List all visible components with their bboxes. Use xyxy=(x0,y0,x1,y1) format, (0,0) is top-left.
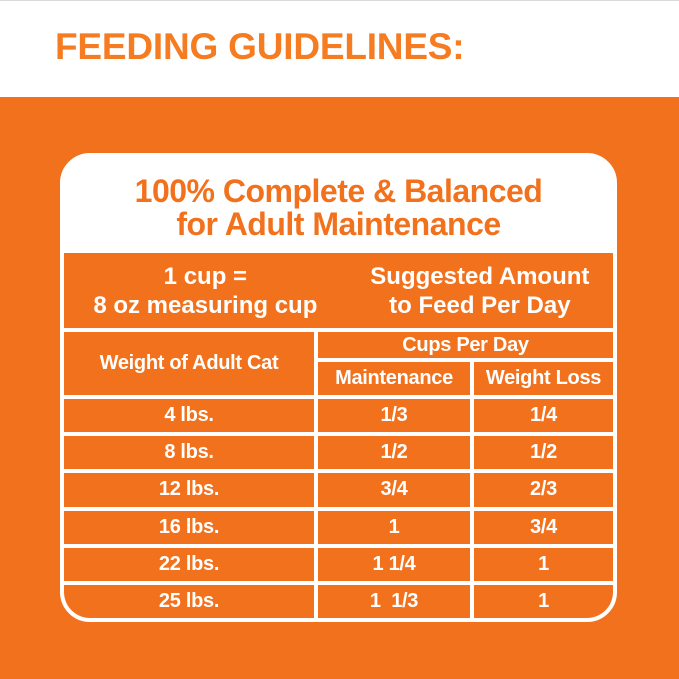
column-header-weight-loss: Weight Loss xyxy=(474,362,613,395)
feeding-guidelines-card xyxy=(60,153,617,622)
row-weight: 22 lbs. xyxy=(64,548,314,581)
suggested-amount-label xyxy=(347,253,613,328)
cell-maintenance: 1 1/4 xyxy=(318,548,470,581)
top-edge-hairline xyxy=(0,0,679,1)
column-header-maintenance: Maintenance xyxy=(318,362,470,395)
page-title: FEEDING GUIDELINES: xyxy=(55,26,465,67)
suggested-amount-line1: Suggested Amount xyxy=(370,262,590,290)
cell-weight-loss: 1/2 xyxy=(474,436,613,469)
row-weight: 12 lbs. xyxy=(64,473,314,506)
feeding-table xyxy=(64,332,613,618)
card-title-line2: for Adult Maintenance xyxy=(176,206,501,242)
cup-equivalence-note xyxy=(64,253,347,328)
cell-weight-loss: 3/4 xyxy=(474,511,613,544)
orange-panel xyxy=(0,97,679,679)
cell-weight-loss: 1/4 xyxy=(474,399,613,432)
card-title-line1: 100% Complete & Balanced xyxy=(134,173,543,209)
row-weight: 25 lbs. xyxy=(64,585,314,618)
row-weight: 16 lbs. xyxy=(64,511,314,544)
cell-weight-loss: 1 xyxy=(474,585,613,618)
cup-note-line1: 1 cup = xyxy=(163,262,248,290)
row-weight: 4 lbs. xyxy=(64,399,314,432)
row-weight: 8 lbs. xyxy=(64,436,314,469)
cell-weight-loss: 1 xyxy=(474,548,613,581)
column-header-weight: Weight of Adult Cat xyxy=(64,332,314,395)
column-group-header-cups-per-day: Cups Per Day xyxy=(318,332,613,358)
measuring-cup-note-row xyxy=(64,253,613,328)
cell-maintenance: 1/2 xyxy=(318,436,470,469)
cell-maintenance: 3/4 xyxy=(318,473,470,506)
cell-maintenance: 1/3 xyxy=(318,399,470,432)
cell-weight-loss: 2/3 xyxy=(474,473,613,506)
cell-maintenance: 1 xyxy=(318,511,470,544)
cell-maintenance: 1 1/3 xyxy=(318,585,470,618)
card-header xyxy=(64,157,613,253)
cup-note-line2: 8 oz measuring cup xyxy=(93,291,318,319)
suggested-amount-line2: to Feed Per Day xyxy=(389,291,571,319)
